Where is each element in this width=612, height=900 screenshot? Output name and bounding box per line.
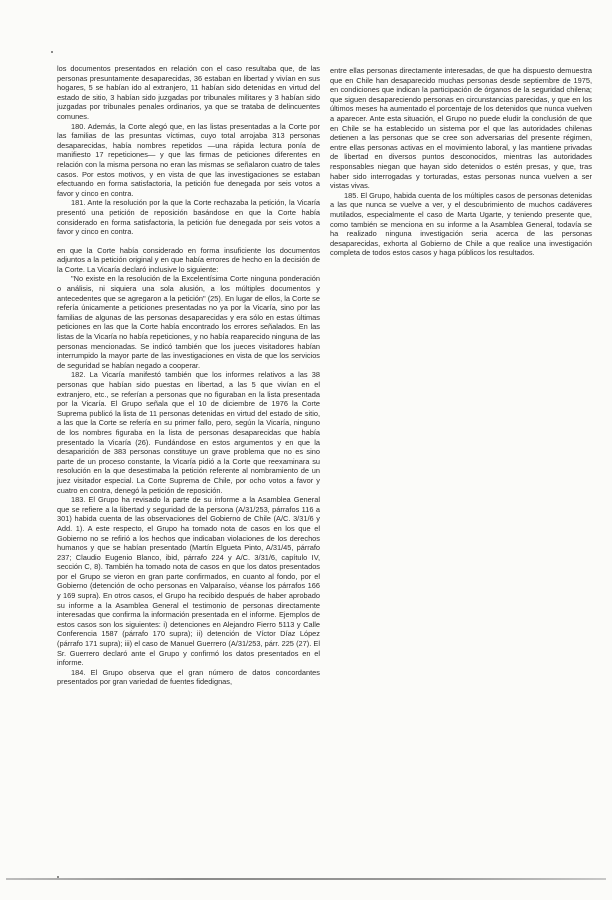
paragraph: 184. El Grupo observa que el gran número de datos concordantes presentados por gran variedad de fuentes fidedignas,	[57, 667, 320, 687]
paragraph: los documentos presentados en relación con el caso resultaba que, de las personas presuntamente desaparecidas, 36 estaban en libertad y vivían en sus hogares, 5 se habían ido al extranjero, 11 habían sido detenidas en virtud del estado de sitio, 3 habían sido juzgadas por tribunales militares y 3 habían sido juzgadas por tribunales penales ordinarios, ya que se trataba de delincuentes comunes.	[57, 64, 320, 121]
right-text-column	[330, 66, 592, 258]
paragraph: "No existe en la resolución de la Excelentísima Corte ninguna ponderación o análisis, ni siquiera una sola alusión, a los múltiples documentos y antecedentes que se agregaron a la petición" (25). En lugar de ellos, la Corte se refería únicamente a peticiones presentadas no ya por la Vicaría, sino por las familias de algunas de las personas desaparecidas y era sólo en estas últimas peticiones en las que la Corte había encontrado los errores señalados. En las listas de la Vicaría no había repeticiones, y no había reaparecido ninguna de las personas mencionadas. Se indicó también que los jueces visitadores habían interrumpido la mayor parte de las investigaciones en vista de que los servicios de seguridad se habían negado a cooperar.	[57, 274, 320, 370]
paragraph: 182. La Vicaría manifestó también que los informes relativos a las 38 personas que habían sido puestas en libertad, a las 5 que vivían en el extranjero, etc., se referían a personas que no figuraban en la lista presentada por la Vicaría. El Grupo señala que el 10 de diciembre de 1976 la Corte Suprema publicó la lista de 11 personas detenidas en virtud del estado de sitio, a las que la Corte se refería en su primer fallo, pero, según la Vicaría, ninguno de los nombres figuraba en la lista de personas desaparecidas que había presentado la Vicaría (26). Fundándose en estos argumentos y en que la desaparición de 383 personas constituye un grave problema que no es sino parte de un proceso constante, la Vicaría pidió a la Corte que reexaminara su resolución en la que desestimaba la petición referente al nombramiento de un juez visitador especial. La Corte Suprema de Chile, por ocho votos a favor y cuatro en contra, denegó la petición de reposición.	[57, 370, 320, 495]
scan-speck	[51, 51, 53, 53]
paragraph: 185. El Grupo, habida cuenta de los múltiples casos de personas detenidas a las que nunca se vuelve a ver, y el descubrimiento de muchos cadáveres mutilados, especialmente el caso de Marta Ugarte, y teniendo presente que, como también se menciona en su informe a la Asamblea General, todavía se ha realizado ninguna investigación seria acerca de las personas desaparecidas, exhorta al Gobierno de Chile a que realice una investigación completa de todos estos casos y haga públicos los resultados.	[330, 190, 592, 258]
paragraph: 180. Además, la Corte alegó que, en las listas presentadas a la Corte por las familias de las presuntas víctimas, cuyo total arrojaba 313 personas desaparecidas, había nombres repetidos —una rápida lectura ponía de manifiesto 17 repeticiones— y que las firmas de peticiones diferentes en relación con la misma persona no eran las mismas se señalaron cuatro de tales casos. Por estos motivos, y en vista de que las investigaciones se estaban efectuando en forma satisfactoria, la petición fue denegada por seis votos a favor y cinco en contra.	[57, 121, 320, 198]
paragraph: 183. El Grupo ha revisado la parte de su informe a la Asamblea General que se refiere a la libertad y seguridad de la persona (A/31/253, párrafos 116 a 301) habida cuenta de las observaciones del Gobierno de Chile (A/C. 3/31/6 y Add. 1). A este respecto, el Grupo ha tomado nota de casos en los que el Gobierno no se refirió a los hechos que indicaban violaciones de los derechos humanos y que se habían presentado (Martín Elgueta Pinto, A/31/45, párrafo 237; Claudio Eugenio Blanco, ibid, párrafo 224 y A/C. 3/31/6, capítulo IV, sección C, 8). También ha tomado nota de casos en que los datos presentados por el Grupo se vieron en gran parte confirmados, en cuanto al fondo, por el Gobierno (detención de ocho personas en Valparaíso, véanse los párrafos 166 y 169 supra). En otros casos, el Grupo ha recibido después de haber aprobado su informe a la Asamblea General el testimonio de personas directamente interesadas que confirma la información presentada en el informe. Ejemplos de estos casos son los siguientes: i) detenciones en Alejandro Fierro 5113 y Calle Conferencia 1587 (párrafo 170 supra); ii) detención de Víctor Díaz López (párrafo 171 supra); iii) el caso de Manuel Guerrero (A/31/253, párr. 225 (27). El Sr. Guerrero declaró ante el Grupo y confirmó los datos presentados en el informe.	[57, 495, 320, 668]
left-text-column	[57, 64, 320, 687]
paragraph: 181. Ante la resolución por la que la Corte rechazaba la petición, la Vicaría presentó una petición de reposición basándose en que la Corte había considerado en forma satisfactoria, la petición fue denegada por seis votos a favor y cinco en contra.	[57, 198, 320, 237]
paragraph: en que la Corte había considerado en forma insuficiente los documentos adjuntos a la petición original y en que había errores de hecho en la decisión de la Corte. La Vicaría declaró inclusive lo siguiente:	[57, 245, 320, 274]
paragraph: entre ellas personas directamente interesadas, de que ha dispuesto demuestra que en Chile han desaparecido muchas personas desde septiembre de 1975, en condiciones que indican la participación de órganos de la seguridad chilena; que siguen desapareciendo personas en circunstancias parecidas, y que en los últimos meses ha aumentado el porcentaje de los detenidos que nunca vuelven a aparecer. Ante esta situación, el Grupo no puede eludir la conclusión de que en Chile se ha establecido un sistema por el que las autoridades chilenas detienen a las personas que se cree son adversarias del presente régimen, entre ellas personas activas en el movimiento laboral, y las mantiene privadas de libertad en diversos puntos desconocidos, mientras las autoridades responsables niegan que hayan sido detenidos o estén presas, y que, tras haber sido interrogadas y torturadas, estas personas nunca vuelven a ser vistas vivas.	[330, 66, 592, 191]
scan-bottom-edge	[6, 878, 606, 880]
